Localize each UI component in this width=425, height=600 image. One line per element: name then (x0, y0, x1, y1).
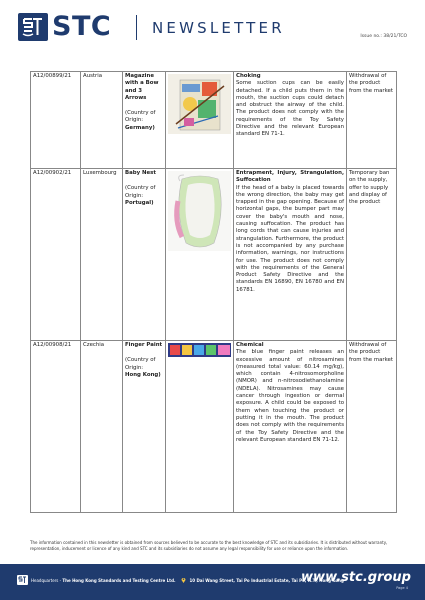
recall-table (30, 71, 397, 513)
finger-paint-photo (168, 343, 231, 357)
country: Luxembourg (81, 169, 123, 341)
origin-label: (Country of Origin: (125, 185, 156, 199)
product-name: Baby Nest (125, 170, 156, 176)
product-name: Finger Paint (125, 342, 163, 348)
reference-number: A12/00899/21 (31, 72, 81, 169)
product-image-cell (166, 72, 234, 169)
page-title: NEWSLETTER (152, 19, 285, 37)
header-divider (136, 15, 137, 40)
page-number: Page 4 (396, 586, 408, 590)
stc-logo-mark-icon (18, 13, 48, 41)
logo-text: STC (52, 11, 112, 42)
footer-headquarters (17, 575, 344, 585)
product-image-cell (166, 341, 234, 513)
risk-description-cell (234, 341, 347, 513)
product-cell (123, 341, 166, 513)
risk-type: Chemical (236, 342, 264, 348)
origin-label: (Country of Origin: (125, 357, 156, 371)
measure-taken: Withdrawal of the product from the market (347, 72, 397, 169)
product-name: Magazine with a Bow and 3 Arrows (125, 73, 159, 101)
reference-number: A12/00902/21 (31, 169, 81, 341)
origin-value: Hong Kong) (125, 371, 161, 378)
table-row (31, 341, 397, 513)
disclaimer: The information contained in this newsletter is obtained from sources believed to be accurate to the best knowledge of STC and its subsidiaries. It is distributed without warranty, representation, inducement or licence of any kind and STC and its subsidiaries do not assume any legal responsibility for use or reliance upon the information. (30, 540, 388, 551)
stc-logo[interactable] (18, 13, 111, 41)
measure-taken: Withdrawal of the product from the market (347, 341, 397, 513)
location-pin-icon (181, 577, 186, 583)
hq-address: 10 Dai Wang Street, Tai Po Industrial Estate, Tai Po, N.T., Hong Kong (189, 577, 344, 583)
table-row (31, 169, 397, 341)
newsletter-header (0, 0, 425, 55)
risk-description-cell (234, 169, 347, 341)
baby-nest-photo (168, 171, 231, 251)
origin-label: (Country of Origin: (125, 110, 156, 124)
product-cell (123, 169, 166, 341)
risk-description: The blue finger paint releases an excessive amount of nitrosamines (measured total value: 60.14 mg/kg), which contain 4-nitrosomorpholine (NMOR) and n-nitrosodiethanolamine (NDELA). Nitrosamines may cause cancer through ingestion or dermal exposure. A child could be exposed to them when touching the product or putting it in the mouth. The product does not comply with the requirements of the Toy Safety Directive and the relevant European standard EN 71-12. (236, 349, 344, 443)
hq-name: The Hong Kong Standards and Testing Centre Ltd. (62, 577, 176, 583)
risk-description-cell (234, 72, 347, 169)
website-link[interactable]: www.stc.group (301, 570, 411, 585)
measure-taken: Temporary ban on the supply, offer to supply and display of the product (347, 169, 397, 341)
origin-value: Germany) (125, 124, 155, 131)
issue-number: Issue no.: 38/21/TCO (360, 34, 407, 39)
table-row (31, 72, 397, 169)
toy-magazine-photo (168, 74, 231, 134)
risk-type: Entrapment, Injury, Strangulation, Suffocation (236, 170, 344, 184)
risk-description: Some suction cups can be easily detached. If a child puts them in the mouth, the suction cups could detach and obstruct the airway of the child. The product does not comply with the requirements of the Toy Safety Directive and the relevant European standard EN 71-1. (236, 80, 344, 138)
origin-value: Portugal) (125, 199, 154, 206)
stc-footer-logo-icon (17, 575, 28, 585)
risk-description: If the head of a baby is placed towards the wrong direction, the baby may get trapped in the gap opening. Because of horizontal gaps, the bumper part may cover the baby's mouth and nose, causing suffocation. The product has long cords that can cause injuries and strangulation. Furthermore, the product is not accompanied by any purchase information, warnings, nor instructions for use. The product does not comply with the requirements of the General Product Safety Directive and the standards EN 16890, EN 16780 and EN 16781. (236, 184, 344, 293)
country: Austria (81, 72, 123, 169)
risk-type: Choking (236, 73, 261, 79)
product-cell (123, 72, 166, 169)
country: Czechia (81, 341, 123, 513)
hq-label: Headquarters - (31, 577, 62, 583)
reference-number: A12/00908/21 (31, 341, 81, 513)
product-image-cell (166, 169, 234, 341)
